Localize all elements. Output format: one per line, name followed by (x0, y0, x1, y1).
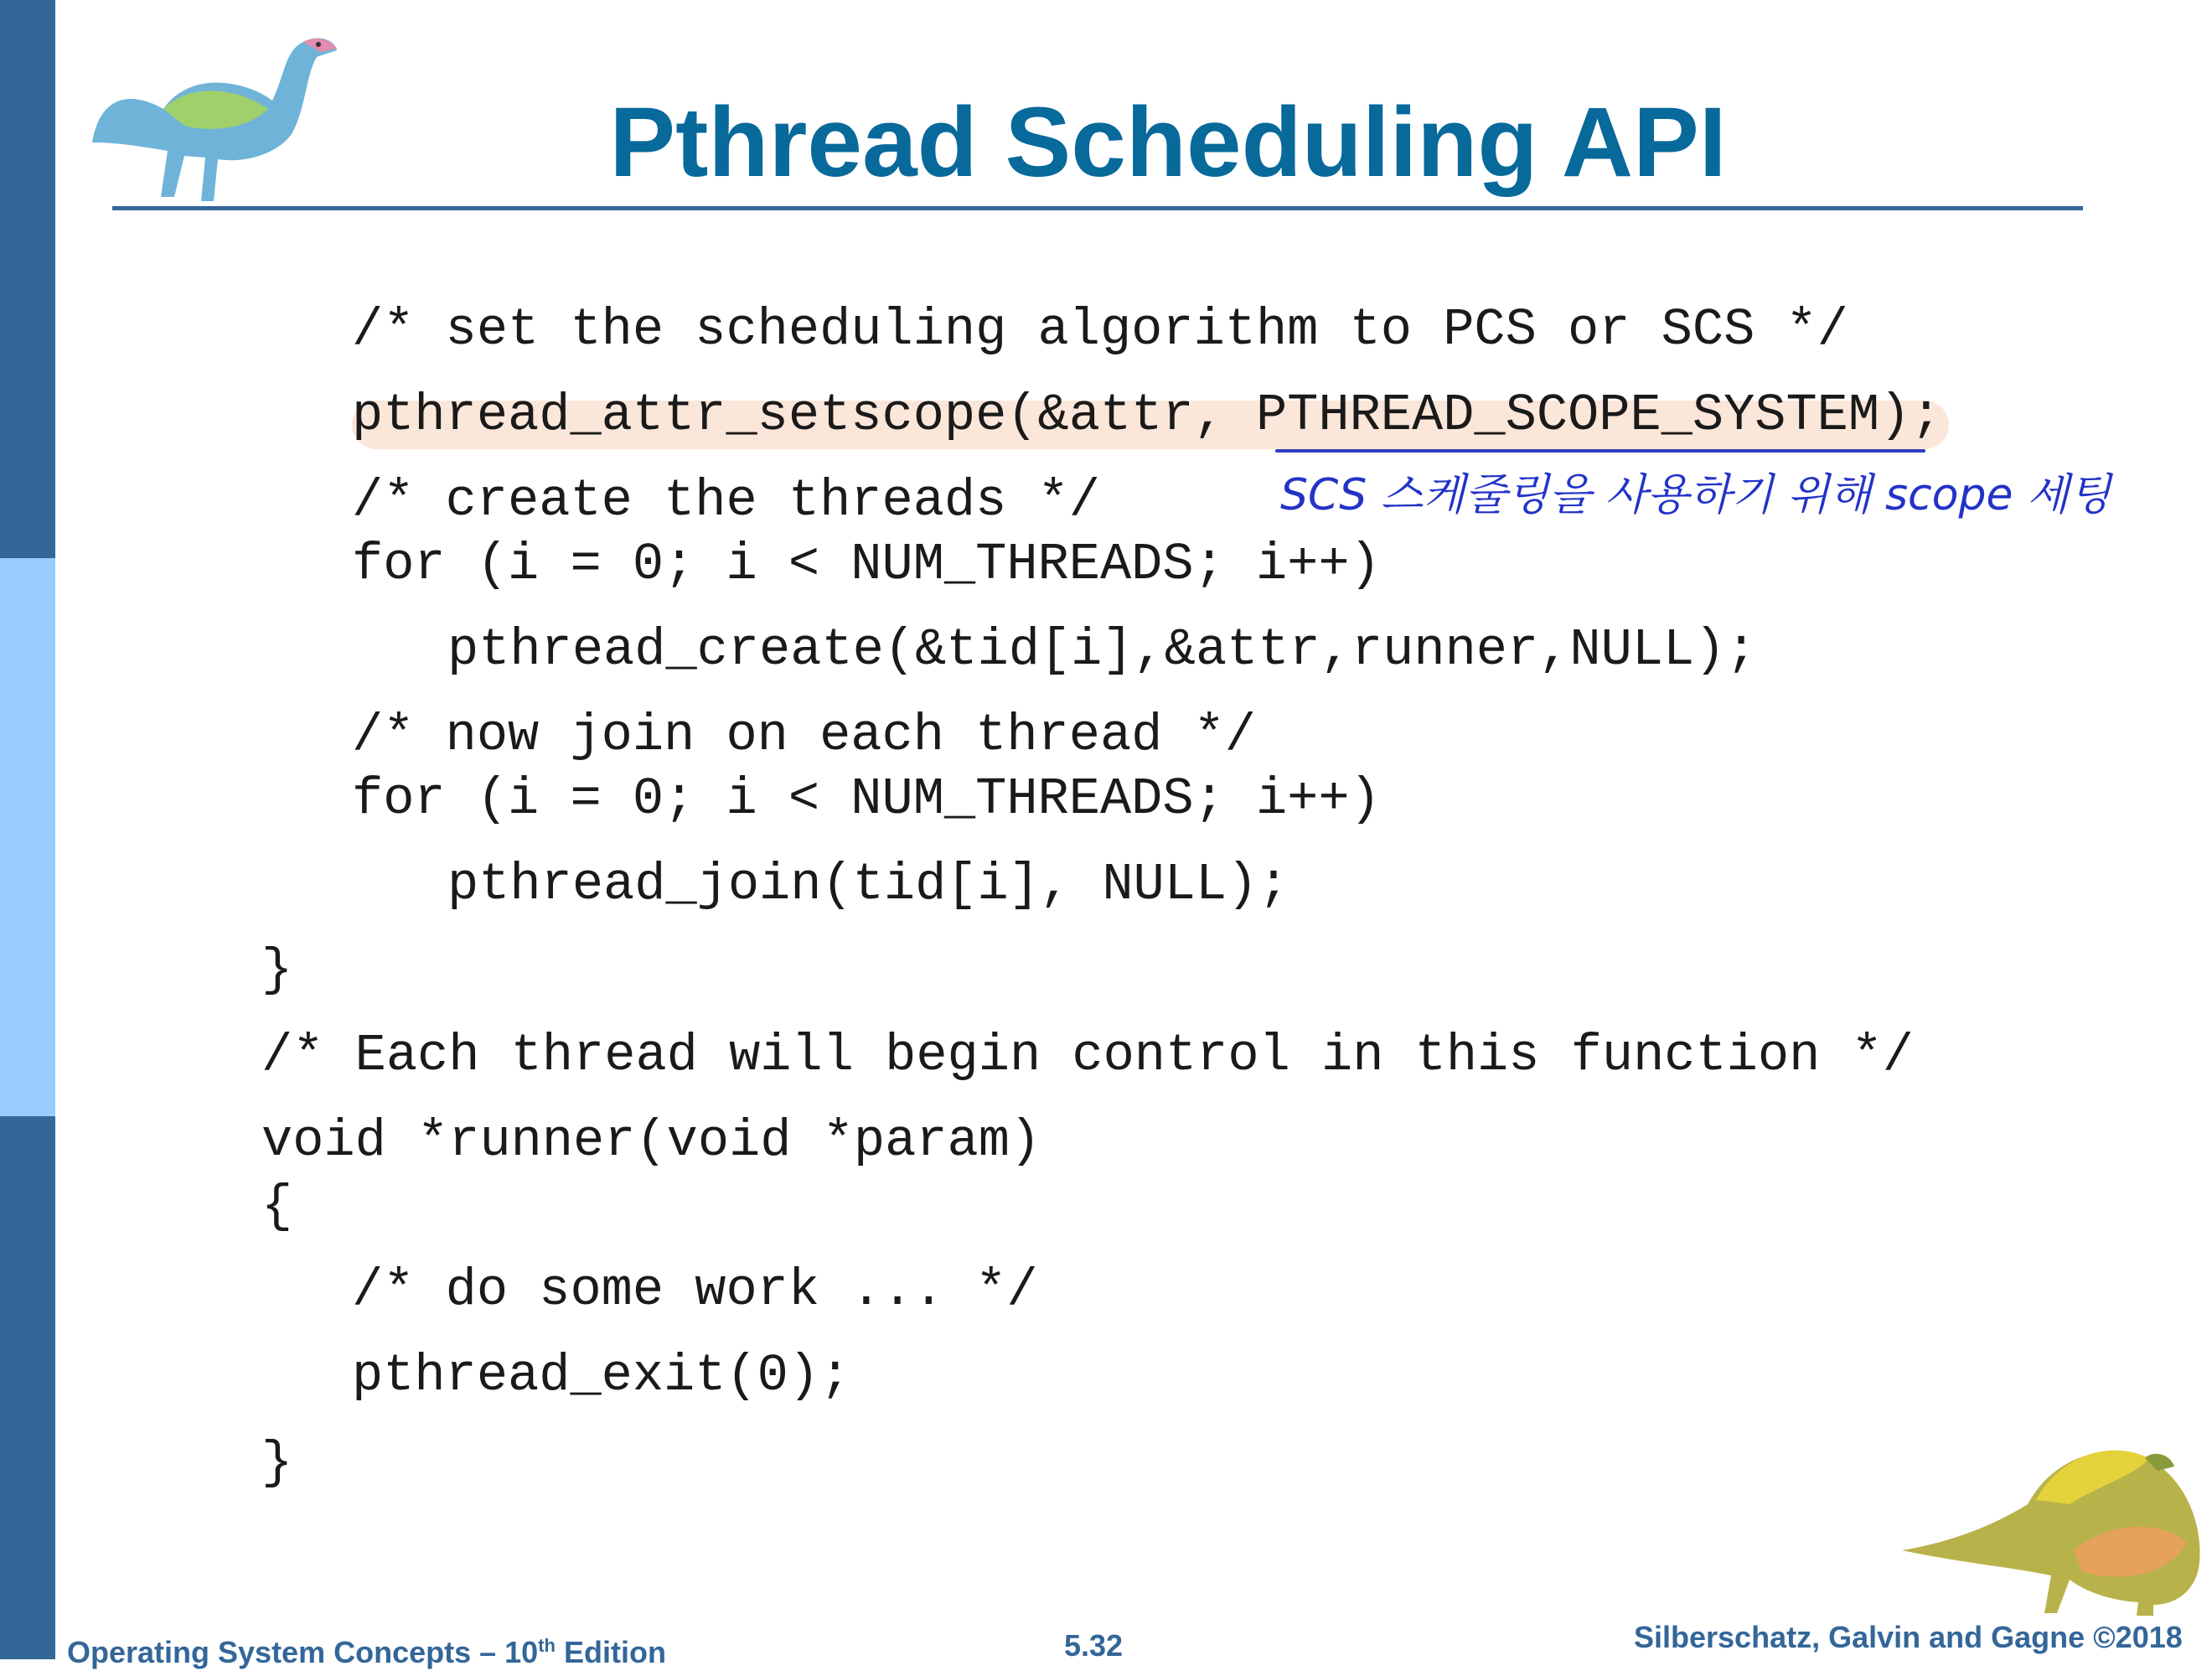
code-line: /* now join on each thread */ (352, 706, 1256, 765)
code-line: { (261, 1177, 293, 1236)
code-line: /* do some work ... */ (352, 1260, 1038, 1320)
code-line: } (261, 1433, 293, 1493)
sidebar-top-band (0, 0, 55, 558)
handwritten-note: SCS 스케줄링을 사용하기 위해 scope 세팅 (1280, 470, 2111, 520)
ink-underline (1275, 449, 1925, 453)
footer-book-title (67, 1627, 666, 1671)
code-line: void *runner(void *param) (261, 1111, 1041, 1171)
sidebar-middle-band (0, 558, 55, 1116)
code-line: /* create the threads */ (352, 471, 1100, 530)
sidebar-bottom-band (0, 1116, 55, 1659)
footer-book-title-suffix: Edition (555, 1635, 666, 1669)
title-divider (112, 206, 2083, 210)
code-line: for (i = 0; i < NUM_THREADS; i++) (352, 769, 1381, 829)
code-line: pthread_exit(0); (352, 1346, 851, 1405)
code-line: } (261, 940, 293, 1000)
footer-book-title-sup: th (538, 1635, 556, 1656)
code-line: /* Each thread will begin control in this function */ (261, 1026, 1914, 1085)
code-line: pthread_join(tid[i], NULL); (447, 855, 1289, 914)
dinosaur-logo-icon (1902, 1425, 2212, 1617)
footer-authors: Silberschatz, Galvin and Gagne ©2018 (1634, 1620, 2183, 1654)
footer-book-title-prefix: Operating System Concepts – 10 (67, 1635, 539, 1669)
code-line: /* set the scheduling algorithm to PCS or SCS */ (352, 300, 1848, 360)
slide-title: Pthread Scheduling API (609, 87, 1727, 198)
footer-page-number: 5.32 (1064, 1628, 1124, 1663)
code-line: pthread_create(&tid[i],&attr,runner,NULL); (447, 620, 1757, 680)
code-line: pthread_attr_setscope(&attr, PTHREAD_SCOPE_SYSTEM); (352, 385, 1942, 445)
code-line: for (i = 0; i < NUM_THREADS; i++) (352, 535, 1381, 594)
